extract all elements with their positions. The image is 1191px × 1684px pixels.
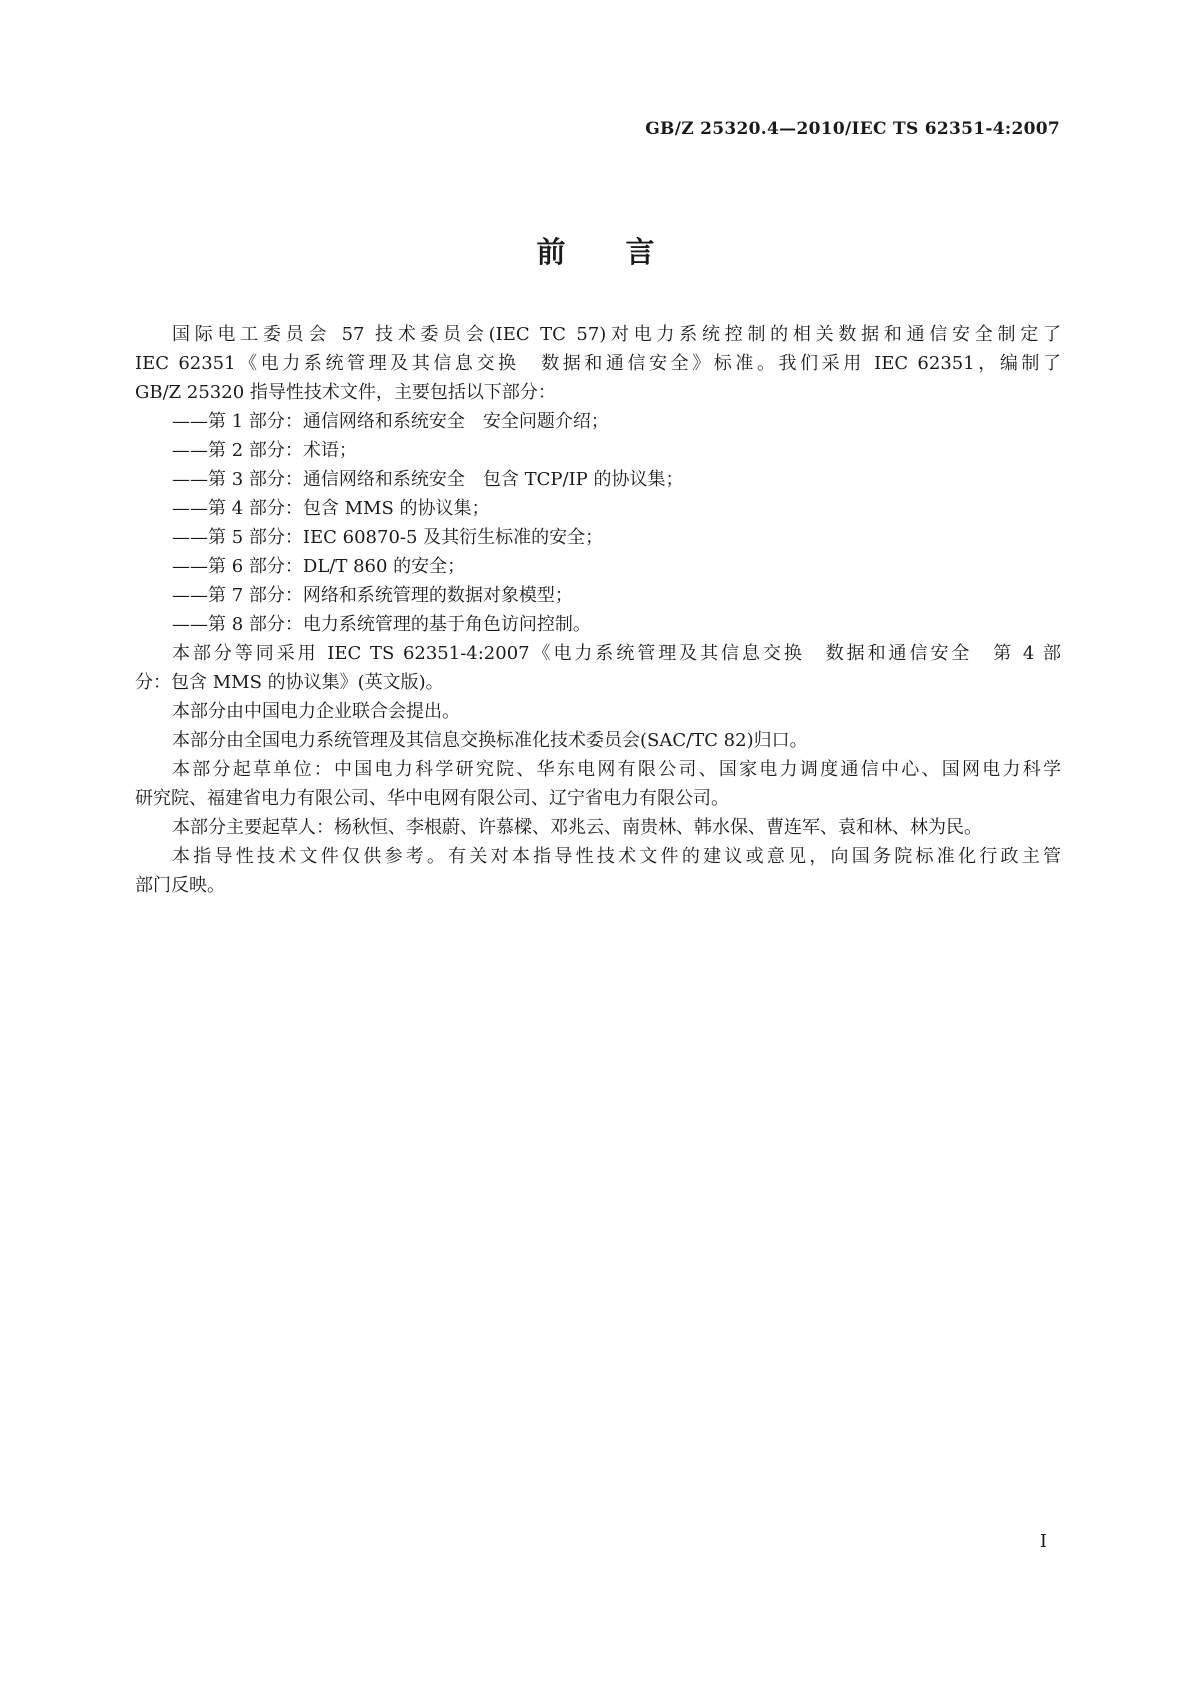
- text-line: GB/Z 25320 指导性技术文件，主要包括以下部分：: [135, 382, 556, 403]
- paragraph: [135, 755, 1061, 813]
- text-line: 本指导性技术文件仅供参考。有关对本指导性技术文件的建议或意见，向国务院标准化行政主管: [172, 846, 1061, 867]
- text-line: 国际电工委员会 57 技术委员会(IEC TC 57)对电力系统控制的相关数据和通信安全制定了: [172, 324, 1061, 345]
- text-line: 本部分起草单位：中国电力科学研究院、华东电网有限公司、国家电力调度通信中心、国网电力科学: [172, 759, 1061, 780]
- paragraph: [135, 320, 1061, 407]
- list-item: ——第 5 部分：IEC 60870-5 及其衍生标准的安全；: [172, 527, 604, 548]
- text-line: 研究院、福建省电力有限公司、华中电网有限公司、辽宁省电力有限公司。: [135, 788, 729, 809]
- list-item: ——第 4 部分：包含 MMS 的协议集；: [172, 498, 490, 519]
- foreword-body: [135, 320, 1061, 900]
- text-line: 本部分等同采用 IEC TS 62351-4:2007《电力系统管理及其信息交换 数据和通信安全 第 4 部: [172, 643, 1061, 664]
- list-item: ——第 8 部分：电力系统管理的基于角色访问控制。: [172, 614, 591, 635]
- paragraph: [135, 842, 1061, 900]
- page-title: 前言: [536, 235, 715, 269]
- paragraph: 本部分由全国电力系统管理及其信息交换标准化技术委员会(SAC/TC 82)归口。: [172, 730, 808, 751]
- paragraph: 本部分主要起草人：杨秋恒、李根蔚、许慕樑、邓兆云、南贵林、韩水保、曹连军、袁和林、林为民。: [172, 817, 982, 838]
- paragraph: [135, 639, 1061, 697]
- page-number: I: [1039, 1531, 1047, 1552]
- text-line: IEC 62351《电力系统管理及其信息交换 数据和通信安全》标准。我们采用 IEC 62351，编制了: [135, 353, 1061, 374]
- list-item: ——第 2 部分：术语；: [172, 440, 357, 461]
- paragraph: 本部分由中国电力企业联合会提出。: [172, 701, 460, 722]
- list-item: ——第 6 部分：DL/T 860 的安全；: [172, 556, 466, 577]
- text-line: 部门反映。: [135, 875, 225, 896]
- standard-code-header: GB/Z 25320.4—2010/IEC TS 62351-4:2007: [645, 119, 1060, 139]
- list-item: ——第 7 部分：网络和系统管理的数据对象模型；: [172, 585, 573, 606]
- list-item: ——第 3 部分：通信网络和系统安全 包含 TCP/IP 的协议集；: [172, 469, 684, 490]
- text-line: 分：包含 MMS 的协议集》(英文版)。: [135, 672, 444, 693]
- list-item: ——第 1 部分：通信网络和系统安全 安全问题介绍；: [172, 411, 609, 432]
